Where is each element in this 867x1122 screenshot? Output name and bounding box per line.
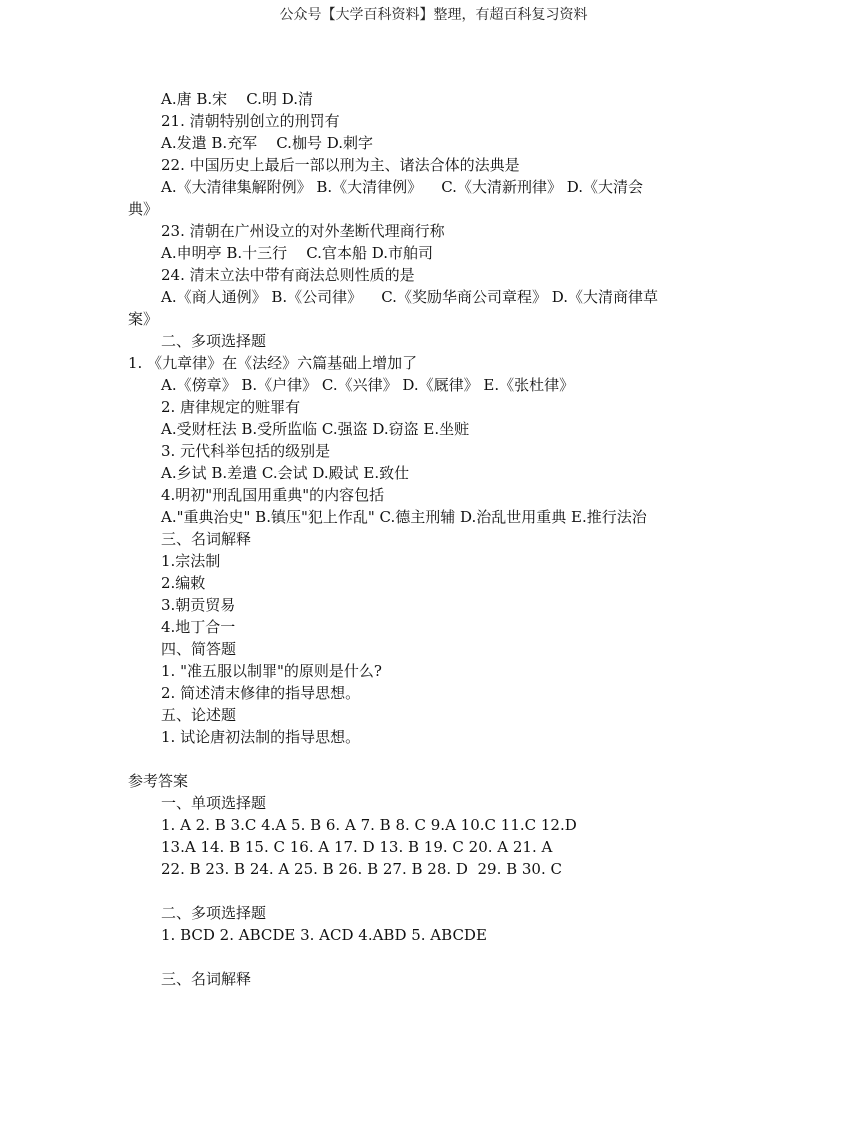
text-line: 一、单项选择题	[161, 794, 267, 812]
text-line: 2. 简述清末修律的指导思想。	[161, 684, 361, 702]
page-header: 公众号【大学百科资料】整理，有超百科复习资料	[279, 7, 588, 23]
text-line: 案》	[128, 310, 159, 328]
text-line: 4.地丁合一	[161, 618, 236, 636]
text-line: 4.明初"刑乱国用重典"的内容包括	[161, 486, 385, 504]
text-line: A.乡试 B.差遣 C.会试 D.殿试 E.致仕	[161, 464, 410, 482]
text-line: 1. A 2. B 3.C 4.A 5. B 6. A 7. B 8. C 9.A 10.C 11.C 12.D	[161, 816, 577, 834]
text-line: 五、论述题	[161, 706, 237, 724]
text-line: 二、多项选择题	[161, 332, 267, 350]
text-line: 三、名词解释	[161, 970, 252, 988]
text-line: A.《傍章》 B.《户律》 C.《兴律》 D.《厩律》 E.《张杜律》	[161, 376, 575, 394]
text-line: 24. 清末立法中带有商法总则性质的是	[161, 266, 415, 284]
document-body	[128, 88, 743, 990]
text-line: 2.编敕	[161, 574, 206, 592]
text-line: A.受财枉法 B.受所监临 C.强盗 D.窃盗 E.坐赃	[161, 420, 470, 438]
text-line: 3. 元代科举包括的级别是	[161, 442, 331, 460]
text-line: 22. B 23. B 24. A 25. B 26. B 27. B 28. D 29. B 30. C	[161, 860, 562, 878]
text-line: A.发遣 B.充军 C.枷号 D.刺字	[161, 134, 373, 152]
text-line: 21. 清朝特别创立的刑罚有	[161, 112, 340, 130]
text-line: 3.朝贡贸易	[161, 596, 236, 614]
text-line: 四、简答题	[161, 640, 237, 658]
text-line: 典》	[128, 200, 159, 218]
text-line: 1.宗法制	[161, 552, 221, 570]
text-line: 1. BCD 2. ABCDE 3. ACD 4.ABD 5. ABCDE	[161, 926, 487, 944]
text-line: 2. 唐律规定的赃罪有	[161, 398, 301, 416]
text-line: A.《大清律集解附例》 B.《大清律例》 C.《大清新刑律》 D.《大清会	[161, 178, 643, 196]
text-line: A."重典治史" B.镇压"犯上作乱" C.德主刑辅 D.治乱世用重典 E.推行法治	[161, 508, 647, 526]
text-line: A.唐 B.宋 C.明 D.清	[161, 90, 313, 108]
text-line: A.申明亭 B.十三行 C.官本船 D.市舶司	[161, 244, 433, 262]
text-line: 23. 清朝在广州设立的对外垄断代理商行称	[161, 222, 445, 240]
text-line: A.《商人通例》 B.《公司律》 C.《奖励华商公司章程》 D.《大清商律草	[161, 288, 658, 306]
text-line: 1. "准五服以制罪"的原则是什么?	[161, 662, 382, 680]
text-line: 二、多项选择题	[161, 904, 267, 922]
text-line: 13.A 14. B 15. C 16. A 17. D 13. B 19. C 20. A 21. A	[161, 838, 553, 856]
text-line: 1. 试论唐初法制的指导思想。	[161, 728, 361, 746]
text-line: 1. 《九章律》在《法经》六篇基础上增加了	[128, 354, 418, 372]
text-line: 22. 中国历史上最后一部以刑为主、诸法合体的法典是	[161, 156, 520, 174]
blank-line	[128, 946, 743, 968]
text-line: 三、名词解释	[161, 530, 252, 548]
text-line: 参考答案	[128, 772, 189, 790]
blank-line	[128, 880, 743, 902]
blank-line	[128, 748, 743, 770]
